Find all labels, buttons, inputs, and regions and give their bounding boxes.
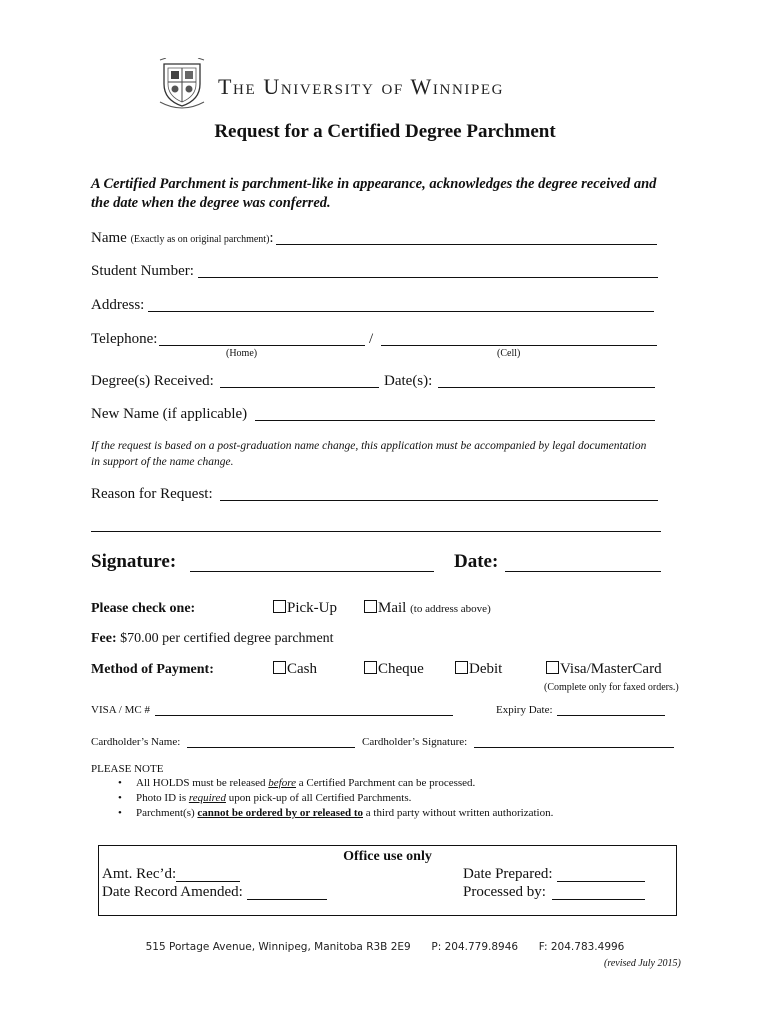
note-text: All HOLDS must be released	[136, 777, 269, 789]
name-label: Name	[91, 230, 127, 246]
dates-label: Date(s):	[384, 373, 433, 389]
new-name-field[interactable]	[255, 420, 655, 421]
signature-date-field[interactable]	[505, 571, 661, 572]
note-text: a third party without written authorization.	[363, 807, 554, 819]
dates-field[interactable]	[438, 387, 655, 388]
cardholder-signature-field[interactable]	[474, 747, 674, 748]
university-crest	[158, 58, 206, 110]
cheque-label: Cheque	[378, 661, 424, 677]
amt-received-label: Amt. Rec’d:	[102, 866, 177, 882]
footer-fax: F: 204.783.4996	[538, 941, 625, 953]
pickup-checkbox[interactable]	[273, 600, 286, 613]
mail-label: Mail	[378, 600, 407, 616]
note-emphasis: cannot be ordered by or released to	[197, 807, 364, 819]
home-caption: (Home)	[226, 348, 258, 359]
student-number-label: Student Number:	[91, 263, 194, 279]
mail-option[interactable]	[364, 600, 491, 617]
degrees-field[interactable]	[220, 387, 379, 388]
date-amended-label: Date Record Amended:	[102, 884, 243, 900]
form-title: Request for a Certified Degree Parchment	[214, 121, 556, 142]
debit-checkbox[interactable]	[455, 661, 468, 674]
expiry-field[interactable]	[557, 715, 665, 716]
telephone-label: Telephone:	[91, 331, 158, 347]
pickup-label: Pick-Up	[287, 600, 337, 616]
note-item	[136, 791, 696, 806]
fee-label: Fee:	[91, 631, 117, 646]
cheque-checkbox[interactable]	[364, 661, 377, 674]
address-field[interactable]	[148, 311, 654, 312]
office-use-title: Office use only	[343, 849, 432, 864]
cardholder-name-label: Cardholder’s Name:	[91, 736, 181, 748]
footer-address: 515 Portage Avenue, Winnipeg, Manitoba R3B 2E9	[145, 941, 411, 953]
reason-field-line-2[interactable]	[91, 531, 661, 532]
cash-checkbox[interactable]	[273, 661, 286, 674]
visa-mc-label: VISA / MC #	[91, 704, 150, 716]
payment-cheque-option[interactable]	[364, 661, 424, 678]
cell-caption: (Cell)	[497, 348, 521, 359]
student-number-field[interactable]	[198, 277, 658, 278]
university-name: The University of Winnipeg	[218, 74, 505, 99]
reason-field-line-1[interactable]	[220, 500, 658, 501]
visa-note: (Complete only for faxed orders.)	[544, 682, 679, 693]
intro-text: A Certified Parchment is parchment-like in appearance, acknowledges the degree received and the date when the degree was conferred.	[91, 176, 657, 211]
note-emphasis: before	[268, 777, 296, 789]
fee-row	[91, 631, 334, 647]
footer-phone: P: 204.779.8946	[431, 941, 519, 953]
payment-label: Method of Payment:	[91, 662, 214, 677]
footer-contact	[0, 941, 770, 953]
cardholder-signature-label: Cardholder’s Signature:	[362, 736, 468, 748]
telephone-cell-field[interactable]	[381, 345, 657, 346]
processed-by-field[interactable]	[552, 899, 645, 900]
note-text: a Certified Parchment can be processed.	[295, 777, 476, 789]
mail-checkbox[interactable]	[364, 600, 377, 613]
reason-label: Reason for Request:	[91, 486, 213, 502]
note-emphasis: required	[188, 792, 226, 804]
date-amended-field[interactable]	[247, 899, 327, 900]
name-colon: :	[269, 230, 274, 246]
note-item	[136, 806, 696, 821]
fee-text: $70.00 per certified degree parchment	[116, 631, 334, 646]
payment-visa-option[interactable]	[546, 661, 662, 678]
telephone-home-field[interactable]	[159, 345, 365, 346]
name-note: (Exactly as on original parchment)	[130, 234, 270, 245]
name-field[interactable]	[276, 244, 657, 245]
check-one-label: Please check one:	[91, 601, 196, 616]
please-note-heading: PLEASE NOTE	[91, 763, 164, 775]
new-name-label: New Name (if applicable)	[91, 406, 248, 422]
cash-label: Cash	[287, 661, 317, 677]
telephone-slash: /	[369, 331, 374, 347]
payment-cash-option[interactable]	[273, 661, 317, 678]
signature-label: Signature:	[91, 551, 177, 572]
visa-checkbox[interactable]	[546, 661, 559, 674]
note-text: Photo ID is	[136, 792, 189, 804]
notes-list	[136, 776, 696, 821]
processed-by-label: Processed by:	[463, 884, 546, 900]
note-text: upon pick-up of all Certified Parchments.	[225, 792, 412, 804]
debit-label: Debit	[469, 661, 503, 677]
date-prepared-field[interactable]	[557, 881, 645, 882]
amt-received-field[interactable]	[176, 881, 240, 882]
visa-label: Visa/MasterCard	[560, 661, 662, 677]
payment-debit-option[interactable]	[455, 661, 502, 678]
degrees-label: Degree(s) Received:	[91, 373, 214, 389]
mail-note: (to address above)	[410, 603, 491, 615]
name-row	[91, 230, 274, 247]
address-label: Address:	[91, 297, 145, 313]
note-item	[136, 776, 696, 791]
pickup-option[interactable]	[273, 600, 337, 617]
cardholder-name-field[interactable]	[187, 747, 355, 748]
date-prepared-label: Date Prepared:	[463, 866, 553, 882]
visa-mc-field[interactable]	[155, 715, 453, 716]
expiry-label: Expiry Date:	[496, 704, 553, 716]
note-text: Parchment(s)	[136, 807, 198, 819]
office-use-box	[98, 845, 677, 916]
signature-date-label: Date:	[454, 551, 499, 572]
signature-field[interactable]	[190, 571, 434, 572]
name-change-note: If the request is based on a post-graduation name change, this application must be accompanied by legal documentation in support of the name change.	[91, 440, 647, 468]
revised-date: (revised July 2015)	[604, 958, 681, 969]
